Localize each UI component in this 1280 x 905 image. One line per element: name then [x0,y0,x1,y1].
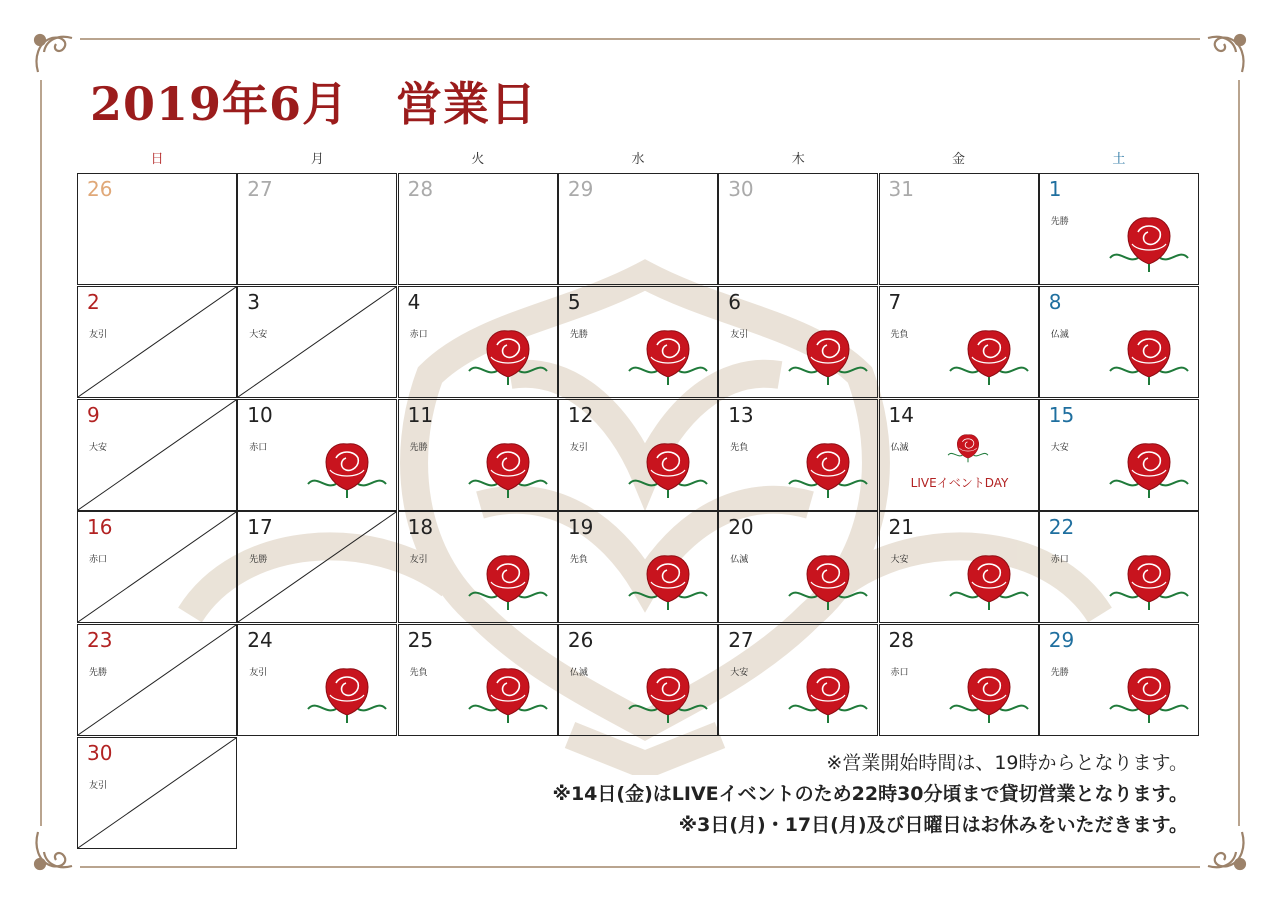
day-number: 7 [888,289,902,314]
rokuyo-label: 先勝 [1050,217,1069,227]
rokuyo-label: 赤口 [249,442,268,453]
day-number: 11 [407,402,434,427]
rose-icon [461,552,555,612]
day-number: 24 [247,628,273,653]
rokuyo-label: 先勝 [1050,668,1069,679]
frame-top-line [80,38,1200,40]
day-number: 27 [247,177,273,201]
weekday-label: 月 [310,152,324,167]
calendar-day-cell[interactable] [1039,624,1199,736]
calendar-day-cell[interactable] [237,173,397,285]
day-number: 1 [1048,177,1062,201]
day-number: 26 [87,177,113,201]
note-live-event: ※14日(金)はLIVEイベントのため22時30分頃まで貸切営業となります。 [552,783,1188,805]
rose-icon [461,440,555,500]
day-number: 27 [728,628,754,653]
day-number: 28 [888,628,914,653]
rokuyo-label: 先負 [730,442,749,453]
calendar-day-cell[interactable] [558,173,718,285]
rokuyo-label: 友引 [249,668,268,679]
rokuyo-label: 大安 [730,668,749,679]
rokuyo-label: 先勝 [409,442,428,453]
calendar-day-cell[interactable] [1039,511,1199,623]
calendar-day-cell[interactable] [237,624,397,736]
calendar-day-cell[interactable] [77,624,237,736]
rokuyo-label: 大安 [1050,442,1069,453]
weekday-label: 火 [471,152,485,167]
event-label: LIVEイベントDAY [910,475,1009,490]
rose-icon [461,665,555,725]
calendar-day-cell[interactable] [398,173,558,285]
calendar-day-cell[interactable] [398,286,558,398]
day-number: 17 [247,515,273,540]
calendar-day-cell[interactable] [879,624,1039,736]
day-number: 31 [888,177,914,201]
rokuyo-label: 仏滅 [730,555,749,566]
day-number: 14 [888,402,914,427]
calendar-day-cell[interactable] [718,399,878,511]
day-number: 3 [247,289,261,314]
day-number: 5 [567,289,581,314]
rokuyo-label: 大安 [89,442,108,453]
calendar-day-cell[interactable] [1039,399,1199,511]
rose-icon [781,552,875,612]
rokuyo-label: 仏滅 [569,668,588,679]
corner-ornament-icon [1198,822,1252,876]
day-number: 30 [728,177,754,201]
rose-icon [621,327,715,387]
weekday-label: 日 [150,152,164,167]
day-number: 8 [1048,289,1062,314]
rokuyo-label: 先負 [409,668,428,679]
rokuyo-label: 大安 [890,555,909,566]
weekday-label: 金 [952,152,966,167]
rose-icon [621,665,715,725]
rokuyo-label: 先負 [569,555,588,566]
rose-icon [942,552,1036,612]
calendar-day-cell[interactable] [718,286,878,398]
rose-icon [461,327,555,387]
note-holidays: ※3日(月)・17日(月)及び日曜日はお休みをいただきます。 [678,814,1188,836]
closed-day-slash [78,400,236,510]
day-number: 21 [888,515,914,540]
day-number: 10 [247,402,273,427]
frame-left-line [40,80,42,826]
note-opening-time: ※営業開始時間は、19時からとなります。 [826,752,1188,774]
rokuyo-label: 赤口 [890,668,909,679]
day-number: 18 [407,515,434,540]
calendar-day-cell[interactable] [558,399,718,511]
calendar-day-cell[interactable] [558,511,718,623]
rose-icon [300,665,394,725]
rokuyo-label: 友引 [89,781,108,791]
weekday-label: 木 [791,152,805,167]
calendar-day-cell[interactable] [77,511,237,623]
day-number: 26 [567,628,594,653]
rokuyo-label: 先負 [890,329,909,340]
calendar-day-cell[interactable] [718,511,878,623]
calendar-day-cell[interactable] [879,511,1039,623]
day-number: 30 [87,741,113,765]
day-number: 16 [87,515,113,540]
calendar-day-cell[interactable] [77,737,237,849]
rose-icon [942,665,1036,725]
closed-day-slash [238,287,396,397]
rokuyo-label: 赤口 [409,329,428,340]
corner-ornament-icon [28,28,82,82]
rokuyo-label: 先勝 [569,329,588,340]
calendar-day-cell[interactable] [718,173,878,285]
rose-icon [781,327,875,387]
day-number: 2 [87,289,100,314]
day-number: 19 [567,515,594,540]
weekday-header [77,148,1199,170]
day-number: 23 [87,628,113,653]
rokuyo-label: 仏滅 [890,442,909,453]
day-number: 12 [567,402,594,427]
day-number: 22 [1048,515,1075,540]
calendar-day-cell[interactable] [398,511,558,623]
rose-icon [1102,552,1196,612]
frame-right-line [1238,80,1240,826]
page-title: 2019年6月 営業日 [90,77,538,131]
rose-icon [944,428,992,468]
day-number: 29 [1048,628,1075,653]
rose-icon [1102,327,1196,387]
corner-ornament-icon [1198,28,1252,82]
day-number: 9 [87,402,100,427]
day-number: 4 [407,289,421,314]
rose-icon [942,327,1036,387]
calendar-day-cell[interactable] [1039,286,1199,398]
day-number: 20 [728,515,754,540]
rokuyo-label: 先勝 [89,668,108,679]
rose-icon [781,665,875,725]
calendar-day-cell[interactable] [77,173,237,285]
rokuyo-label: 友引 [89,329,108,340]
calendar-day-cell[interactable] [718,624,878,736]
rokuyo-label: 赤口 [89,555,108,566]
calendar-day-cell[interactable] [558,286,718,398]
calendar-day-cell[interactable] [879,399,1039,511]
rose-icon [1102,665,1196,725]
rokuyo-label: 先勝 [249,555,268,566]
rokuyo-label: 赤口 [1050,555,1069,566]
calendar-day-cell[interactable] [237,399,397,511]
rose-icon [1102,440,1196,500]
rokuyo-label: 友引 [569,442,588,453]
frame-bottom-line [80,866,1200,868]
calendar-day-cell[interactable] [237,511,397,623]
corner-ornament-icon [28,822,82,876]
day-number: 28 [407,177,434,201]
calendar-day-cell[interactable] [237,286,397,398]
closed-day-slash [78,287,236,397]
day-number: 13 [728,402,754,427]
day-number: 29 [567,177,594,201]
calendar-day-cell[interactable] [77,286,237,398]
day-number: 6 [728,289,741,314]
calendar-day-cell[interactable] [558,624,718,736]
rokuyo-label: 仏滅 [1050,329,1069,340]
calendar-day-cell[interactable] [77,399,237,511]
calendar-day-cell[interactable] [1039,173,1199,285]
rokuyo-label: 友引 [730,329,749,340]
rose-icon [300,440,394,500]
rose-icon [621,440,715,500]
calendar-day-cell[interactable] [398,399,558,511]
rose-icon [1102,214,1196,274]
rokuyo-label: 大安 [249,329,268,340]
day-number: 15 [1048,402,1075,427]
rose-icon [621,552,715,612]
rose-icon [781,440,875,500]
rokuyo-label: 友引 [409,555,428,566]
weekday-label: 土 [1112,152,1126,167]
day-number: 25 [407,628,434,653]
calendar-day-cell[interactable] [879,173,1039,285]
weekday-label: 水 [631,152,645,167]
calendar-day-cell[interactable] [398,624,558,736]
notes-block [552,748,1188,841]
calendar-day-cell[interactable] [879,286,1039,398]
